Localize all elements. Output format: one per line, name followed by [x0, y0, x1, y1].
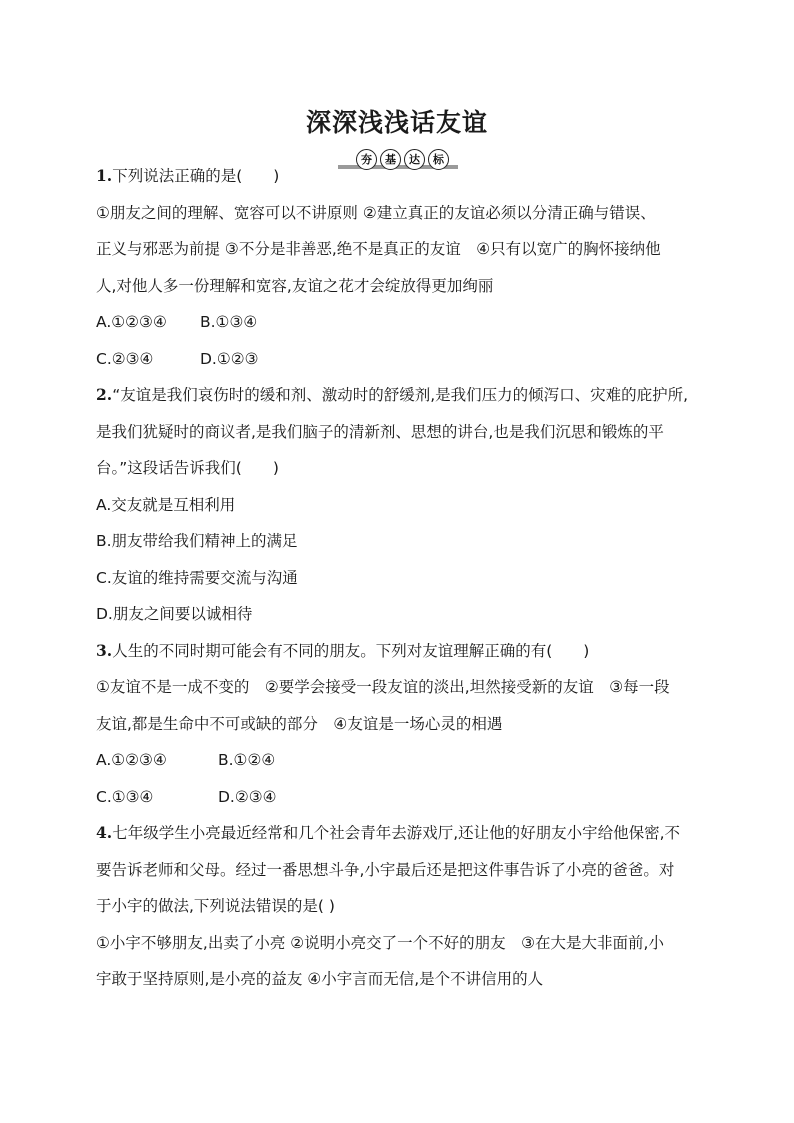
question-text-line: 于小宇的做法,下列说法错误的是( ) [96, 897, 335, 915]
question-3-stem [96, 633, 701, 670]
question-4-stem [96, 815, 701, 852]
option-a: A.交友就是互相利用 [96, 495, 236, 514]
banner-char: 标 [428, 149, 449, 170]
statement-line: 正义与邪恶为前提 ③不分是非善恶,绝不是真正的友谊 ④只有以宽广的胸怀接纳他 [96, 240, 661, 258]
option-a: A.①②③④ [96, 313, 167, 331]
option-a: A.①②③④ [96, 751, 167, 769]
question-number: 4. [96, 823, 113, 842]
statement-line: ①小宇不够朋友,出卖了小亮 ②说明小亮交了一个不好的朋友 ③在大是大非面前,小 [96, 933, 664, 952]
option-b: B.朋友带给我们精神上的满足 [96, 532, 298, 550]
statement-line: 宇敢于坚持原则,是小亮的益友 ④小宇言而无信,是个不讲信用的人 [96, 970, 544, 988]
question-1-stem [96, 158, 701, 195]
question-number: 3. [96, 640, 113, 660]
option-b: B.①③④ [200, 313, 258, 331]
question-text-line: 是我们犹疑时的商议者,是我们脑子的清新剂、思想的讲台,也是我们沉思和锻炼的平 [96, 422, 664, 441]
statement-line: ①朋友之间的理解、宽容可以不讲原则 ②建立真正的友谊必须以分清正确与错误、 [96, 203, 656, 222]
statement-line: 人,对他人多一份理解和宽容,友谊之花才会绽放得更加绚丽 [96, 276, 494, 295]
question-text: 下列说法正确的是( ) [112, 167, 280, 185]
question-text: 人生的不同时期可能会有不同的朋友。下列对友谊理解正确的有( ) [112, 641, 590, 660]
question-number: 2. [96, 385, 113, 404]
question-list [96, 158, 701, 998]
statement-line: 友谊,都是生命中不可或缺的部分 ④友谊是一场心灵的相遇 [96, 714, 503, 733]
option-d: D.朋友之间要以诚相待 [96, 605, 253, 623]
option-b: B.①②④ [218, 751, 276, 769]
option-c: C.②③④ [96, 349, 154, 368]
option-d: D.②③④ [218, 787, 277, 806]
options-row [96, 341, 701, 378]
banner-char: 夯 [356, 149, 377, 170]
banner-char: 达 [404, 149, 425, 170]
option-d: D.①②③ [200, 349, 259, 368]
option-c: C.①③④ [96, 787, 154, 806]
question-text: 七年级学生小亮最近经常和几个社会青年去游戏厅,还让他的好朋友小宇给他保密,不 [112, 824, 681, 842]
option-c: C.友谊的维持需要交流与沟通 [96, 568, 298, 587]
options-row [96, 304, 701, 341]
options-row [96, 779, 701, 816]
question-text-line: 台。”这段话告诉我们( ) [96, 459, 279, 477]
options-row [96, 742, 701, 779]
page-title: 深深浅浅话友谊 [305, 108, 488, 137]
question-text: “友谊是我们哀伤时的缓和剂、激动时的舒缓剂,是我们压力的倾泻口、灾难的庇护所, [112, 386, 689, 404]
question-2-stem [96, 377, 701, 414]
banner-char: 基 [380, 149, 401, 170]
statement-line: ①友谊不是一成不变的 ②要学会接受一段友谊的淡出,坦然接受新的友谊 ③每一段 [96, 678, 670, 696]
question-text-line: 要告诉老师和父母。经过一番思想斗争,小宇最后还是把这件事告诉了小亮的爸爸。对 [96, 860, 675, 879]
question-number: 1. [96, 166, 113, 185]
